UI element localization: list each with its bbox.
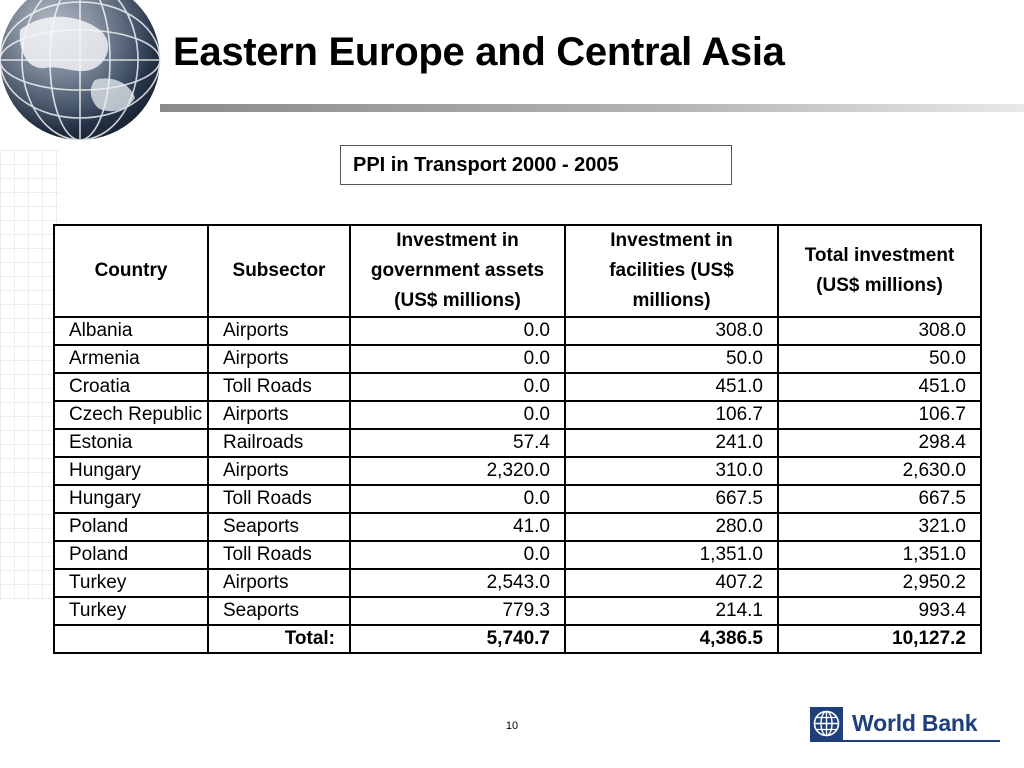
cell-empty [54,625,208,653]
cell-country: Estonia [54,429,208,457]
world-bank-logo-text: World Bank [852,709,978,736]
cell-gov-assets: 2,320.0 [350,457,565,485]
total-gov-assets: 5,740.7 [350,625,565,653]
cell-country: Hungary [54,485,208,513]
cell-gov-assets: 779.3 [350,597,565,625]
cell-total: 106.7 [778,401,981,429]
cell-country: Hungary [54,457,208,485]
cell-gov-assets: 0.0 [350,373,565,401]
cell-facilities: 308.0 [565,317,778,345]
cell-facilities: 106.7 [565,401,778,429]
cell-country: Turkey [54,597,208,625]
cell-facilities: 310.0 [565,457,778,485]
column-header-country: Country [54,225,208,317]
cell-subsector: Railroads [208,429,350,457]
cell-total: 308.0 [778,317,981,345]
ppi-table-container [53,224,980,654]
cell-subsector: Airports [208,401,350,429]
cell-subsector: Airports [208,317,350,345]
cell-facilities: 280.0 [565,513,778,541]
cell-country: Poland [54,513,208,541]
cell-country: Poland [54,541,208,569]
column-header-total: Total investment (US$ millions) [778,225,981,317]
slide-title: Eastern Europe and Central Asia [173,30,785,74]
cell-facilities: 667.5 [565,485,778,513]
column-header-subsector: Subsector [208,225,350,317]
table-row [54,485,981,513]
table-row [54,373,981,401]
table-row [54,317,981,345]
cell-facilities: 407.2 [565,569,778,597]
table-row [54,597,981,625]
background-grid-pattern [0,150,60,600]
cell-facilities: 1,351.0 [565,541,778,569]
table-row [54,457,981,485]
column-header-facilities: Investment in facilities (US$ millions) [565,225,778,317]
cell-total: 298.4 [778,429,981,457]
cell-total: 1,351.0 [778,541,981,569]
table-row [54,513,981,541]
table-row [54,345,981,373]
page-number: 10 [505,720,519,732]
cell-total: 321.0 [778,513,981,541]
cell-total: 993.4 [778,597,981,625]
cell-subsector: Seaports [208,513,350,541]
column-header-gov-assets: Investment in government assets (US$ millions) [350,225,565,317]
cell-gov-assets: 0.0 [350,485,565,513]
cell-country: Turkey [54,569,208,597]
cell-subsector: Airports [208,345,350,373]
cell-gov-assets: 0.0 [350,541,565,569]
globe-decoration [0,0,170,150]
table-row [54,569,981,597]
cell-gov-assets: 41.0 [350,513,565,541]
total-total: 10,127.2 [778,625,981,653]
cell-gov-assets: 0.0 [350,345,565,373]
cell-total: 2,950.2 [778,569,981,597]
world-bank-logo [810,703,977,743]
table-caption: PPI in Transport 2000 - 2005 [340,145,732,185]
title-divider [160,104,1024,112]
cell-facilities: 214.1 [565,597,778,625]
cell-subsector: Seaports [208,597,350,625]
cell-facilities: 50.0 [565,345,778,373]
table-row [54,401,981,429]
cell-facilities: 451.0 [565,373,778,401]
table-header-row [54,225,981,317]
cell-subsector: Toll Roads [208,373,350,401]
cell-country: Croatia [54,373,208,401]
total-facilities: 4,386.5 [565,625,778,653]
globe-icon [0,0,170,150]
cell-country: Albania [54,317,208,345]
cell-gov-assets: 0.0 [350,401,565,429]
cell-total: 667.5 [778,485,981,513]
cell-gov-assets: 2,543.0 [350,569,565,597]
cell-gov-assets: 0.0 [350,317,565,345]
cell-facilities: 241.0 [565,429,778,457]
cell-country: Armenia [54,345,208,373]
logo-underline [810,740,1000,742]
world-bank-globe-icon [810,707,843,740]
cell-subsector: Airports [208,569,350,597]
cell-total: 451.0 [778,373,981,401]
total-label: Total: [208,625,350,653]
cell-subsector: Airports [208,457,350,485]
table-row [54,429,981,457]
cell-gov-assets: 57.4 [350,429,565,457]
cell-subsector: Toll Roads [208,485,350,513]
cell-country: Czech Republic [54,401,208,429]
cell-total: 50.0 [778,345,981,373]
cell-subsector: Toll Roads [208,541,350,569]
ppi-transport-table [53,224,982,654]
table-total-row [54,625,981,653]
cell-total: 2,630.0 [778,457,981,485]
table-row [54,541,981,569]
